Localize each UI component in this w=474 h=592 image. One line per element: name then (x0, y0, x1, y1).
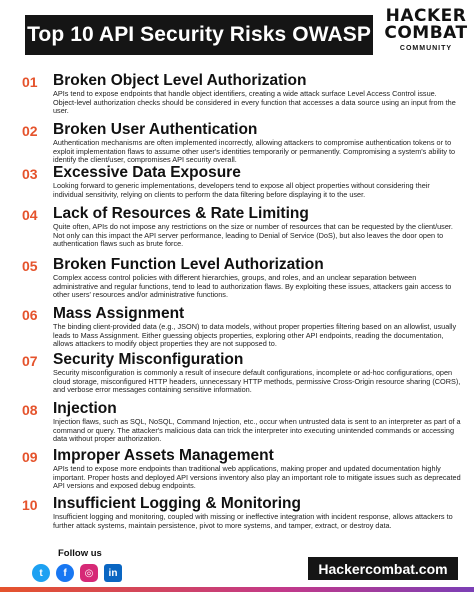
bottom-gradient-bar (0, 587, 474, 592)
risk-title: Broken User Authentication (53, 121, 258, 138)
twitter-icon[interactable]: t (32, 564, 50, 582)
risk-description: Quite often, APIs do not impose any restrictions on the size or number of resources that can be requested by the client/user. Not only can this impact the API server performance, leading to Denial of Service (DoS), but also leaves the door open to authentication flaws such as brute force. (53, 222, 453, 249)
risk-number: 08 (22, 402, 38, 418)
page-title: Top 10 API Security Risks OWASP (25, 15, 373, 55)
follow-us-label: Follow us (58, 548, 102, 559)
risk-number: 05 (22, 258, 38, 274)
logo-subtitle: COMMUNITY (399, 45, 453, 52)
risk-title: Insufficient Logging & Monitoring (53, 495, 301, 512)
logo-line-1: HACKER (385, 6, 467, 26)
risk-number: 04 (22, 207, 38, 223)
risk-description: Authentication mechanisms are often implemented incorrectly, allowing attackers to compromise authentication tokens or to exploit implementation flaws to assume other user's identities temporarily or permanently. Compromising a system's ability to identify the client/user, compromises API security overall. (53, 138, 456, 165)
risk-title: Mass Assignment (53, 305, 185, 322)
website-link[interactable]: Hackercombat.com (308, 557, 458, 580)
risk-title: Broken Object Level Authorization (53, 72, 307, 89)
risk-number: 10 (22, 497, 38, 513)
risk-title: Injection (53, 400, 117, 417)
risk-description: APIs tend to expose more endpoints than traditional web applications, making proper and updated documentation highly important. Proper hosts and deployed API versions inventory also play an important role to mitigate issues such as deprecated API versions and exposed debug endpoints. (53, 464, 461, 491)
risk-number: 07 (22, 353, 38, 369)
risk-title: Security Misconfiguration (53, 351, 244, 368)
risk-number: 03 (22, 166, 38, 182)
risk-description: Injection flaws, such as SQL, NoSQL, Command Injection, etc., occur when untrusted data is sent to an interpreter as part of a command or query. The attacker's malicious data can trick the interpreter into executing unintended commands or accessing data without proper authorization. (53, 417, 461, 444)
risk-description: The binding client-provided data (e.g., JSON) to data models, without proper properties filtering based on an allowlist, usually leads to Mass Assignment. Either guessing objects properties, exploring other API endpoints, reading the documentation, allows attackers to modify object properties they are not supposed to. (53, 322, 457, 349)
risk-description: Insufficient logging and monitoring, coupled with missing or ineffective integration with incident response, allows attackers to further attack systems, maintain persistence, pivot to more systems, and tamper, extract, or destroy data. (53, 512, 453, 530)
logo-line-2: COMBAT (384, 23, 468, 43)
risk-title: Excessive Data Exposure (53, 164, 241, 181)
risk-description: Looking forward to generic implementations, developers tend to expose all object properties without considering their individual sensitivity, relying on clients to perform the data filtering before displaying it to the user. (53, 181, 430, 199)
risk-number: 01 (22, 74, 38, 90)
risk-description: APIs tend to expose endpoints that handle object identifiers, creating a wide attack surface Level Access Control issue. Object-level authorization checks should be considered in every function that accesses a data source using an input from the user. (53, 89, 456, 116)
risk-title: Broken Function Level Authorization (53, 256, 324, 273)
risk-number: 06 (22, 307, 38, 323)
risk-description: Security misconfiguration is commonly a result of insecure default configurations, incomplete or ad-hoc configurations, open cloud storage, misconfigured HTTP headers, unnecessary HTTP methods, permissive Cross-Origin resource sharing (CORS), and verbose error messages containing sensitive information. (53, 368, 461, 395)
risk-description: Complex access control policies with different hierarchies, groups, and roles, and an unclear separation between administrative and regular functions, tend to lead to authorization flaws. By exploiting these issues, attackers gain access to other users' resources and/or administrative functions. (53, 273, 452, 300)
risk-title: Improper Assets Management (53, 447, 274, 464)
header (0, 0, 474, 72)
risk-title: Lack of Resources & Rate Limiting (53, 205, 309, 222)
footer (0, 540, 474, 592)
linkedin-icon[interactable]: in (104, 564, 122, 582)
facebook-icon[interactable]: f (56, 564, 74, 582)
hacker-combat-logo[interactable] (383, 8, 469, 68)
risk-number: 09 (22, 449, 38, 465)
instagram-icon[interactable]: ◎ (80, 564, 98, 582)
risk-number: 02 (22, 123, 38, 139)
